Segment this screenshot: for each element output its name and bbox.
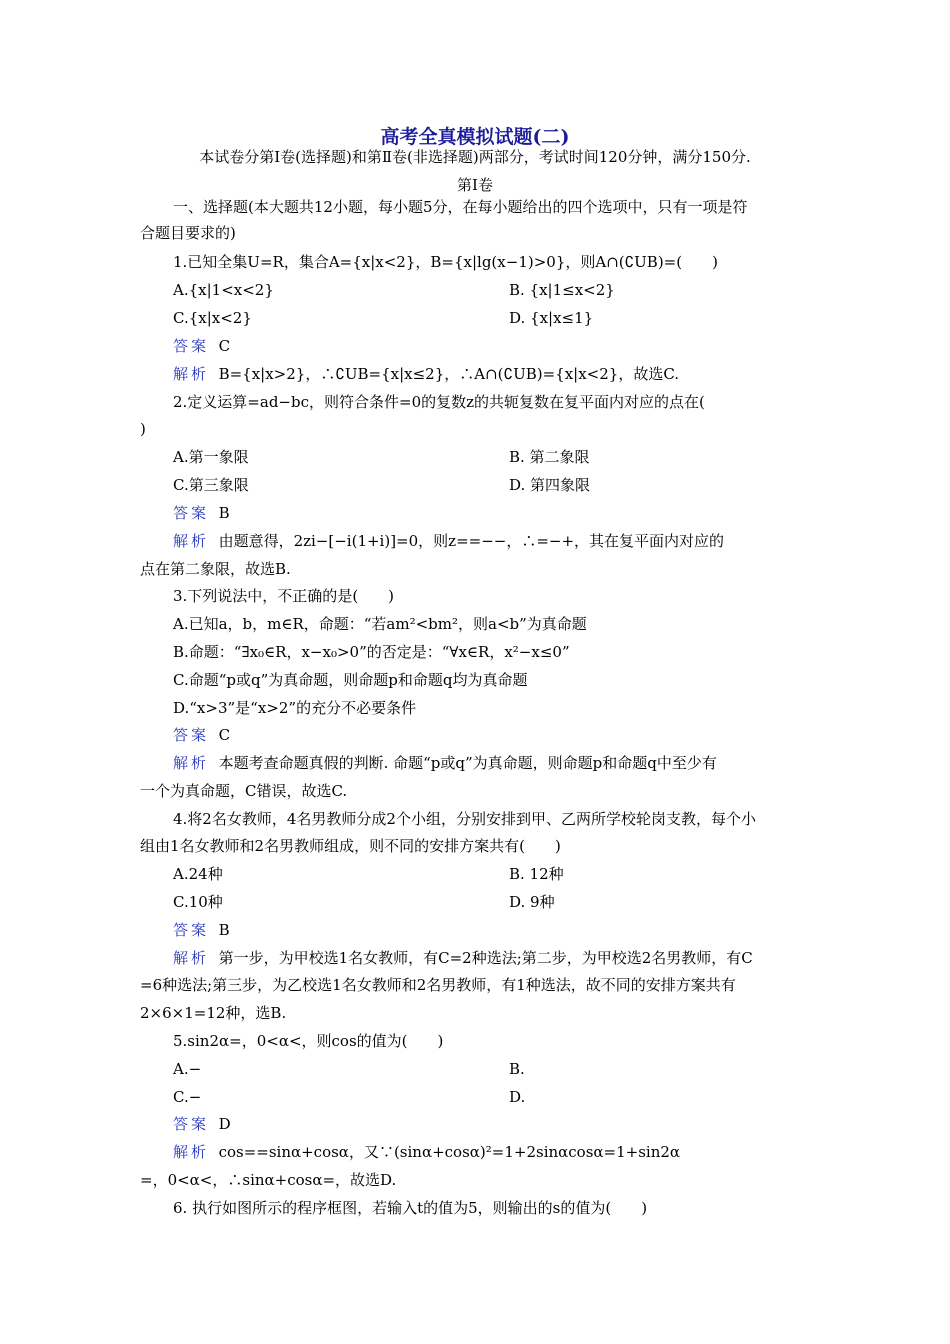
question-5-answer	[173, 1113, 231, 1135]
question-5-option-c: C.−	[173, 1088, 202, 1106]
question-1-answer	[173, 335, 230, 357]
intro-text: 本试卷分第Ⅰ卷(选择题)和第Ⅱ卷(非选择题)两部分，考试时间120分钟，满分150分.	[199, 148, 751, 166]
question-2-option-a: A.第一象限	[173, 448, 249, 466]
answer-label: 答案	[173, 726, 210, 744]
question-5-option-b: B.	[509, 1060, 525, 1078]
question-4-stem: 4.将2名女教师，4名男教师分成2个小组，分别安排到甲、乙两所学校轮岗支教，每个小	[173, 810, 756, 828]
analysis-text: 由题意得，2zi−[−i(1+i)]=0，则z==−−，∴=−+，其在复平面内对应的	[218, 532, 725, 550]
page-title: 高考全真模拟试题(二)	[380, 126, 570, 148]
analysis-label: 解析	[173, 365, 210, 383]
answer-label: 答案	[173, 921, 210, 939]
question-3-option-a: A.已知a，b，m∈R，命题：“若am²<bm²，则a<b”为真命题	[173, 615, 587, 633]
analysis-text: 第一步，为甲校选1名女教师，有C=2种选法;第二步，为甲校选2名男教师，有C	[218, 949, 753, 967]
question-3-option-d: D.“x>3”是“x>2”的充分不必要条件	[173, 699, 417, 717]
question-3-option-b: B.命题：“∃x₀∈R，x−x₀>0”的否定是：“∀x∈R，x²−x≤0”	[173, 643, 570, 661]
answer-label: 答案	[173, 1115, 210, 1133]
answer-value: B	[218, 921, 230, 939]
question-3-analysis-cont: 一个为真命题，C错误，故选C.	[140, 782, 348, 800]
question-2-stem-cont: )	[140, 420, 146, 438]
answer-label: 答案	[173, 504, 210, 522]
instructions-line: 一、选择题(本大题共12小题，每小题5分，在每小题给出的四个选项中，只有一项是符	[173, 198, 748, 216]
question-5-analysis	[173, 1141, 680, 1163]
question-1-stem: 1.已知全集U=R，集合A={x|x<2}，B={x|lg(x−1)>0}，则A∩(∁UB)=( )	[173, 253, 718, 271]
analysis-text: cos==sinα+cosα，又∵(sinα+cosα)²=1+2sinαcosα=1+sin2α	[218, 1143, 681, 1161]
question-4-analysis	[173, 947, 753, 969]
question-1-option-d: D. {x|x≤1}	[509, 309, 594, 327]
question-4-option-c: C.10种	[173, 893, 223, 911]
analysis-label: 解析	[173, 1143, 210, 1161]
question-1-option-a: A.{x|1<x<2}	[173, 281, 274, 299]
instructions-line: 合题目要求的)	[140, 224, 236, 242]
question-4-answer	[173, 919, 230, 941]
question-2-stem: 2.定义运算=ad−bc，则符合条件=0的复数z的共轭复数在复平面内对应的点在(	[173, 393, 705, 411]
analysis-label: 解析	[173, 949, 210, 967]
analysis-label: 解析	[173, 754, 210, 772]
answer-value: C	[218, 726, 231, 744]
question-4-option-b: B. 12种	[509, 865, 564, 883]
question-4-analysis-cont: =6种选法;第三步，为乙校选1名女教师和2名男教师，有1种选法，故不同的安排方案共有	[140, 976, 736, 994]
question-2-option-b: B. 第二象限	[509, 448, 590, 466]
question-1-option-b: B. {x|1≤x<2}	[509, 281, 615, 299]
question-5-stem: 5.sin2α=，0<α<，则cos的值为( )	[173, 1032, 444, 1050]
question-2-analysis	[173, 530, 724, 552]
question-4-option-a: A.24种	[173, 865, 223, 883]
question-5-option-d: D.	[509, 1088, 526, 1106]
question-3-stem: 3.下列说法中，不正确的是( )	[173, 587, 395, 605]
question-2-option-d: D. 第四象限	[509, 476, 591, 494]
answer-value: B	[218, 504, 230, 522]
answer-value: C	[218, 337, 231, 355]
question-5-analysis-cont: =，0<α<，∴sinα+cosα=，故选D.	[140, 1171, 397, 1189]
answer-label: 答案	[173, 337, 210, 355]
question-2-analysis-cont: 点在第二象限，故选B.	[140, 560, 291, 578]
question-3-answer	[173, 724, 230, 746]
question-6-stem: 6. 执行如图所示的程序框图，若输入t的值为5，则输出的s的值为( )	[173, 1199, 648, 1217]
question-1-analysis	[173, 363, 679, 385]
answer-value: D	[218, 1115, 231, 1133]
question-2-option-c: C.第三象限	[173, 476, 249, 494]
question-3-option-c: C.命题“p或q”为真命题，则命题p和命题q均为真命题	[173, 671, 528, 689]
question-4-analysis-cont: 2×6×1=12种，选B.	[140, 1004, 287, 1022]
question-4-stem-cont: 组由1名女教师和2名男教师组成，则不同的安排方案共有( )	[140, 837, 561, 855]
question-2-answer	[173, 502, 230, 524]
question-1-option-c: C.{x|x<2}	[173, 309, 252, 327]
analysis-label: 解析	[173, 532, 210, 550]
analysis-text: 本题考查命题真假的判断. 命题“p或q”为真命题，则命题p和命题q中至少有	[218, 754, 717, 772]
question-3-analysis	[173, 752, 717, 774]
analysis-text: B={x|x>2}，∴∁UB={x|x≤2}，∴A∩(∁UB)={x|x<2}，故选C.	[218, 365, 680, 383]
question-5-option-a: A.−	[173, 1060, 202, 1078]
section-heading: 第Ⅰ卷	[457, 176, 493, 194]
question-4-option-d: D. 9种	[509, 893, 555, 911]
